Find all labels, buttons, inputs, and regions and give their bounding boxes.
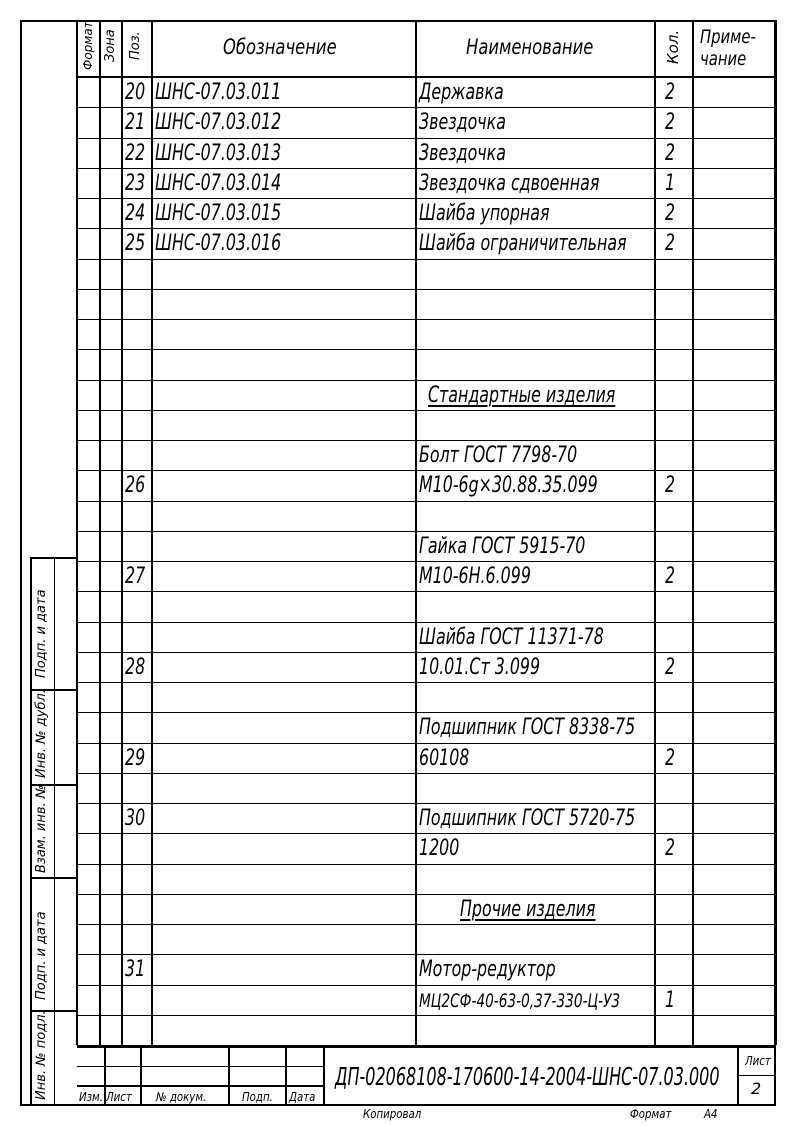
sheet-label: Лист xyxy=(745,1054,771,1068)
side-label-inv-podl: Инв. № подл. xyxy=(34,1010,49,1100)
row-divider xyxy=(77,561,776,562)
header-zone: Зона xyxy=(103,29,118,62)
title-block-line xyxy=(323,1046,325,1106)
row-designation: ШНС-07.03.013 xyxy=(155,141,282,166)
strip-line xyxy=(54,557,55,1106)
row-pos: 30 xyxy=(125,806,146,831)
title-izm-label: Изм. xyxy=(79,1090,103,1104)
strip-line xyxy=(30,557,32,1106)
row-name: Звездочка xyxy=(419,141,506,166)
row-qty: 2 xyxy=(665,201,676,226)
row-divider xyxy=(77,440,776,441)
title-data-label: Дата xyxy=(289,1090,316,1104)
row-pos: 22 xyxy=(125,141,146,166)
row-qty: 2 xyxy=(665,655,676,680)
side-label-vzam-inv: Взам. инв. № xyxy=(34,784,49,873)
title-list-label: Лист xyxy=(106,1090,132,1104)
copied-label: Копировал xyxy=(363,1107,422,1121)
row-divider xyxy=(77,228,776,229)
row-divider xyxy=(77,410,776,411)
row-qty: 2 xyxy=(665,110,676,135)
row-name: Звездочка xyxy=(419,110,506,135)
row-divider xyxy=(77,985,776,986)
row-name: Шайба упорная xyxy=(419,201,550,226)
row-divider xyxy=(77,349,776,350)
row-pos: 25 xyxy=(125,231,146,256)
row-name: М10-6Н.6.099 xyxy=(419,564,531,589)
column-divider xyxy=(775,20,777,1045)
row-pos: 26 xyxy=(125,473,146,498)
row-designation: ШНС-07.03.016 xyxy=(155,231,282,256)
row-divider xyxy=(77,198,776,199)
row-pos: 28 xyxy=(125,655,146,680)
row-pos: 24 xyxy=(125,201,146,226)
header-format: Формат xyxy=(81,21,95,70)
side-label-podp-data-2: Подп. и дата xyxy=(34,911,49,1000)
strip-line xyxy=(31,557,77,559)
row-name: Гайка ГОСТ 5915-70 xyxy=(419,534,586,559)
row-divider xyxy=(77,803,776,804)
column-divider xyxy=(121,20,123,1045)
column-divider xyxy=(692,20,694,1045)
header-note-2: чание xyxy=(700,48,747,70)
title-block-line xyxy=(285,1046,287,1106)
sheet-number: 2 xyxy=(751,1079,762,1098)
row-name: Подшипник ГОСТ 8338-75 xyxy=(419,715,636,740)
title-block-line xyxy=(228,1046,230,1106)
row-qty: 2 xyxy=(665,473,676,498)
row-divider xyxy=(77,652,776,653)
document-code: ДП-02068108-170600-14-2004-ШНС-07.03.000 xyxy=(335,1062,720,1091)
header-designation: Обозначение xyxy=(223,35,337,59)
column-divider xyxy=(415,20,417,1045)
row-name: Болт ГОСТ 7798-70 xyxy=(419,443,578,468)
title-docno-label: № докум. xyxy=(156,1090,207,1104)
row-name: МЦ2СФ-40-63-0,37-330-Ц-У3 xyxy=(419,990,621,1012)
row-qty: 2 xyxy=(665,836,676,861)
row-divider xyxy=(77,622,776,623)
row-divider xyxy=(77,531,776,532)
row-divider xyxy=(77,470,776,471)
row-divider xyxy=(77,1015,776,1016)
row-designation: ШНС-07.03.011 xyxy=(155,80,282,105)
strip-line xyxy=(31,877,77,879)
section-heading: Стандартные изделия xyxy=(428,383,616,408)
title-block-line xyxy=(77,1046,776,1048)
row-divider xyxy=(77,924,776,925)
row-divider xyxy=(77,289,776,290)
row-divider xyxy=(77,743,776,744)
row-pos: 29 xyxy=(125,746,146,771)
row-designation: ШНС-07.03.015 xyxy=(155,201,282,226)
row-name: Шайба ГОСТ 11371-78 xyxy=(419,625,604,650)
title-block-line xyxy=(140,1046,142,1106)
row-divider xyxy=(77,591,776,592)
row-divider xyxy=(77,712,776,713)
format-label: Формат xyxy=(630,1107,672,1121)
row-divider xyxy=(77,76,776,78)
row-divider xyxy=(77,319,776,320)
row-pos: 20 xyxy=(125,80,146,105)
row-qty: 2 xyxy=(665,564,676,589)
header-note-1: Приме- xyxy=(700,26,756,48)
row-designation: ШНС-07.03.012 xyxy=(155,110,282,135)
title-block-line xyxy=(104,1046,106,1106)
row-pos: 21 xyxy=(125,110,146,135)
row-divider xyxy=(77,259,776,260)
title-block-line xyxy=(738,1075,776,1076)
side-label-podp-data-1: Подп. и дата xyxy=(34,589,49,678)
row-name: Шайба ограничительная xyxy=(419,231,627,256)
column-divider xyxy=(151,20,153,1045)
header-qty: Кол. xyxy=(664,29,682,64)
row-divider xyxy=(77,864,776,865)
header-pos: Поз. xyxy=(128,31,143,60)
row-divider xyxy=(77,894,776,895)
column-divider xyxy=(99,20,101,1045)
row-pos: 27 xyxy=(125,564,146,589)
row-divider xyxy=(77,954,776,955)
section-heading: Прочие изделия xyxy=(460,897,596,922)
title-podp-label: Подп. xyxy=(242,1090,273,1104)
row-name: Мотор-редуктор xyxy=(419,957,556,982)
column-divider xyxy=(654,20,656,1045)
row-qty: 2 xyxy=(665,231,676,256)
row-qty: 2 xyxy=(665,746,676,771)
side-label-inv-dubl: Инв. № дубл. xyxy=(34,689,49,778)
row-divider xyxy=(77,501,776,502)
row-qty: 2 xyxy=(665,80,676,105)
column-divider xyxy=(76,20,78,1045)
row-divider xyxy=(77,138,776,139)
row-divider xyxy=(77,682,776,683)
row-name: 1200 xyxy=(419,836,460,861)
row-name: Звездочка сдвоенная xyxy=(419,171,600,196)
row-name: 10.01.Ст 3.099 xyxy=(419,655,541,680)
row-divider xyxy=(77,168,776,169)
header-name: Наименование xyxy=(466,35,594,59)
row-name: Державка xyxy=(419,80,504,105)
row-divider xyxy=(77,833,776,834)
format-value: А4 xyxy=(704,1107,718,1121)
row-divider xyxy=(77,773,776,774)
title-block-line xyxy=(737,1046,739,1106)
row-qty: 1 xyxy=(665,171,676,196)
row-qty: 1 xyxy=(665,988,676,1013)
row-name: Подшипник ГОСТ 5720-75 xyxy=(419,806,636,831)
row-name: 60108 xyxy=(419,746,470,771)
row-pos: 31 xyxy=(125,957,146,982)
row-qty: 2 xyxy=(665,141,676,166)
row-divider xyxy=(77,380,776,381)
row-designation: ШНС-07.03.014 xyxy=(155,171,282,196)
row-name: М10-6g×30.88.35.099 xyxy=(419,473,598,498)
row-pos: 23 xyxy=(125,171,146,196)
row-divider xyxy=(77,107,776,108)
